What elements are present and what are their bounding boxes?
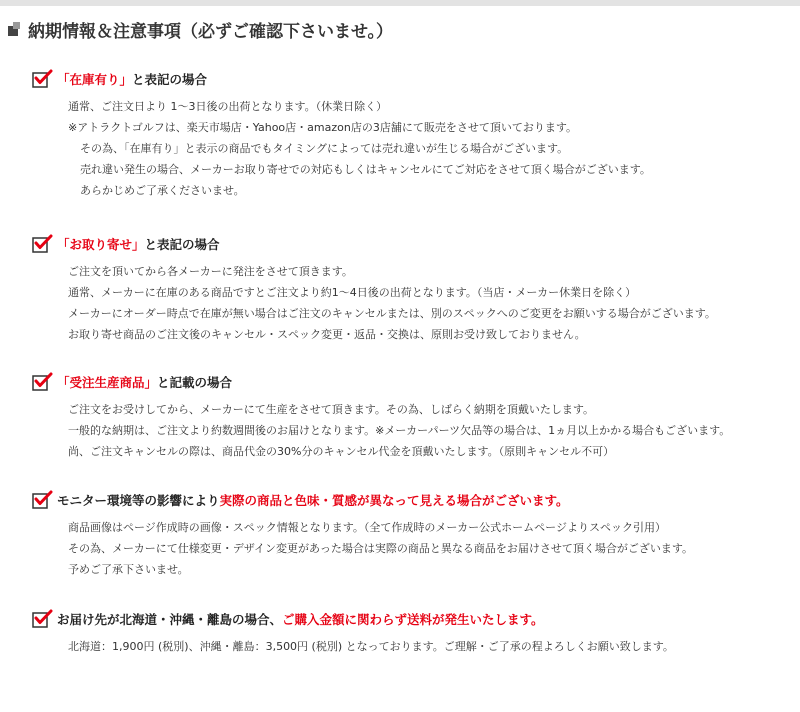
section-heading <box>32 489 792 511</box>
heading-text: お届け先が北海道・沖縄・離島の場合、 <box>57 612 283 627</box>
heading-text: と記載の場合 <box>157 375 233 390</box>
heading-text: と表記の場合 <box>132 72 208 87</box>
section-heading <box>32 233 792 255</box>
heading-text: と表記の場合 <box>144 237 220 252</box>
heading-highlight: 実際の商品と色味・質感が異なって見える場合がございます。 <box>219 493 569 508</box>
section-shipping-fee <box>32 608 792 657</box>
section-heading <box>32 608 792 630</box>
body-line: ご注文をお受けしてから、メーカーにて生産をさせて頂きます。その為、しばらく納期を頂戴いたします。 <box>68 403 595 416</box>
section-heading <box>32 68 792 90</box>
top-divider-bar <box>0 0 800 6</box>
body-line: その為、メーカーにて仕様変更・デザイン変更があった場合は実際の商品と異なる商品をお届けさせて頂く場合がございます。 <box>68 542 694 555</box>
heading-highlight: ご購入金額に関わらず送料が発生いたします。 <box>282 612 544 627</box>
body-line: お取り寄せ商品のご注文後のキャンセル・スペック変更・返品・交換は、原則お受け致しておりません。 <box>68 328 586 341</box>
heading-text: モニター環境等の影響により <box>57 493 220 508</box>
square-bullet-icon <box>8 22 22 36</box>
red-check-icon <box>32 372 53 392</box>
body-line: あらかじめご了承くださいませ。 <box>80 184 245 197</box>
red-check-icon <box>32 69 53 89</box>
section-body <box>68 261 792 345</box>
section-body <box>68 96 792 201</box>
page-title-text: 納期情報＆注意事項（必ずご確認下さいませ。） <box>28 21 393 42</box>
section-color-notice <box>32 489 792 580</box>
section-heading <box>32 371 792 393</box>
section-body <box>68 399 792 462</box>
section-made-to-order <box>32 371 792 462</box>
section-body <box>68 636 792 657</box>
red-check-icon <box>32 609 53 629</box>
body-line: 商品画像はページ作成時の画像・スペック情報となります。（全て作成時のメーカー公式ホームページよりスペック引用） <box>68 521 666 534</box>
red-check-icon <box>32 234 53 254</box>
body-line: 通常、ご注文日より 1〜3日後の出荷となります。（休業日除く） <box>68 100 388 113</box>
heading-highlight: 「お取り寄せ」 <box>57 237 145 252</box>
body-line: 予めご了承下さいませ。 <box>68 563 189 576</box>
section-body <box>68 517 792 580</box>
section-in-stock <box>32 68 792 201</box>
red-check-icon <box>32 490 53 510</box>
body-line: メーカーにオーダー時点で在庫が無い場合はご注文のキャンセルまたは、別のスペックへのご変更をお願いする場合がございます。 <box>68 307 716 320</box>
body-line: 一般的な納期は、ご注文より約数週間後のお届けとなります。※メーカーパーツ欠品等の場合は、1ヵ月以上かかる場合もございます。 <box>68 424 731 437</box>
body-line: 尚、ご注文キャンセルの際は、商品代金の30%分のキャンセル代金を頂戴いたします。（原則キャンセル不可） <box>68 445 615 458</box>
body-line: その為、「在庫有り」と表示の商品でもタイミングによっては売れ違いが生じる場合がございます。 <box>80 142 569 155</box>
body-line: 通常、メーカーに在庫のある商品ですとご注文より約1〜4日後の出荷となります。（当店・メーカー休業日を除く） <box>68 286 637 299</box>
heading-highlight: 「受注生産商品」 <box>57 375 158 390</box>
heading-highlight: 「在庫有り」 <box>57 72 133 87</box>
body-line: ※アトラクトゴルフは、楽天市場店・Yahoo店・amazon店の3店舗にて販売をさせて頂いております。 <box>68 121 577 134</box>
page-title <box>8 16 393 42</box>
body-line: ご注文を頂いてから各メーカーに発注をさせて頂きます。 <box>68 265 353 278</box>
section-backorder <box>32 233 792 345</box>
body-line: 売れ違い発生の場合、メーカーお取り寄せでの対応もしくはキャンセルにてご対応をさせて頂く場合がございます。 <box>80 163 651 176</box>
body-line: 北海道：1,900円 (税別)、沖縄・離島：3,500円 (税別) となっております。ご理解・ご了承の程よろしくお願い致します。 <box>68 640 674 653</box>
